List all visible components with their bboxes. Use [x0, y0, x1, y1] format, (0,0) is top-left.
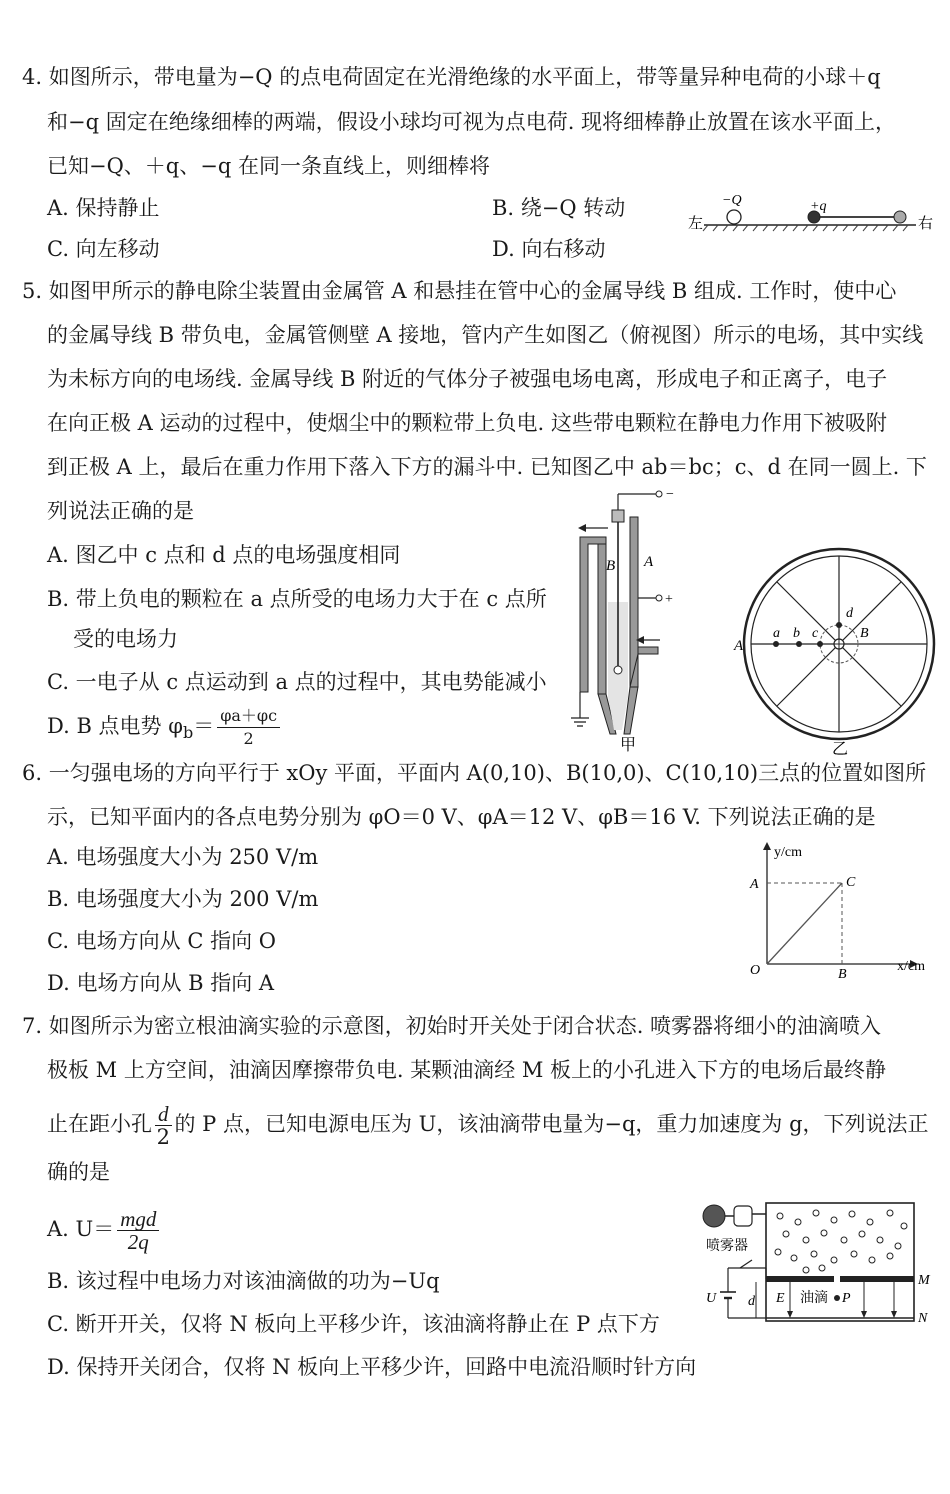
q7-figure: [694, 1198, 940, 1328]
q4-fig-right-label: 右: [918, 216, 934, 232]
q5-line-3: 为未标方向的电场线. 金属导线 B 附近的气体分子被强电场电离，形成电子和正离子，电子: [47, 367, 888, 391]
q7-fig-oil: 油滴: [800, 1291, 828, 1306]
q5-line-4: 在向正极 A 运动的过程中，使烟尘中的颗粒带上负电. 这些带电颗粒在静电力作用下被吸附: [47, 411, 887, 435]
q5-option-b-1: B. 带上负电的颗粒在 a 点所受的电场力大于在 c 点所: [47, 587, 547, 611]
q7-fig-d: d: [748, 1294, 755, 1309]
q6-option-c: C. 电场方向从 C 指向 O: [47, 929, 276, 953]
q5-option-d-numerator: φa＋φc: [217, 705, 280, 728]
q7-fig-M: M: [918, 1273, 930, 1288]
q4-option-a: A. 保持静止: [47, 196, 160, 220]
q6-line-1: 6. 一匀强电场的方向平行于 xOy 平面，平面内 A(0,10)、B(10,0)、C(10,10)三点的位置如图所: [22, 761, 927, 785]
q7-line-3-b: 的 P 点，已知电源电压为 U，该油滴带电量为−q，重力加速度为 g，下列说法正: [174, 1112, 929, 1136]
q5-jia-minus: −: [666, 487, 674, 502]
q7-line-3-a: 止在距小孔: [47, 1112, 152, 1136]
q5-option-d-denominator: 2: [243, 729, 254, 748]
q5-figure-jia: [568, 482, 698, 752]
q5-yi-label-d: d: [846, 606, 853, 621]
q5-line-5: 到正极 A 上，最后在重力作用下落入下方的漏斗中. 已知图乙中 ab＝bc；c、d 在同一圆上. 下: [47, 455, 927, 479]
q4-ball-minus: [894, 211, 906, 223]
q5-yi-label-c: c: [812, 626, 819, 641]
q6-fig-x-label: x/cm: [897, 959, 925, 974]
q5-yi-label-A: A: [734, 638, 744, 654]
q5-option-d-eq: ＝: [193, 714, 215, 738]
q5-jia-label-B: B: [606, 558, 616, 574]
q4-line-1: 4. 如图所示，带电量为−Q 的点电荷固定在光滑绝缘的水平面上，带等量异种电荷的小球＋q: [22, 65, 881, 89]
q6-line-2: 示，已知平面内的各点电势分别为 φO＝0 V、φA＝12 V、φB＝16 V. 下列说法正确的是: [47, 805, 876, 829]
q5-yi-label-a: a: [773, 626, 780, 641]
q7-option-a: [47, 1204, 162, 1254]
q4-figure: [686, 190, 936, 240]
q7-line-1: 7. 如图所示为密立根油滴实验的示意图，初始时开关处于闭合状态. 喷雾器将细小的油滴喷入: [22, 1014, 882, 1038]
q4-fig-charge-Q: −Q: [722, 193, 742, 208]
q4-option-c: C. 向左移动: [47, 237, 160, 261]
q7-line-3-numerator: d: [155, 1103, 172, 1126]
q7-fig-sprayer: 喷雾器: [706, 1239, 748, 1254]
q7-option-d: D. 保持开关闭合，仅将 N 板向上平移少许，回路中电流沿顺时针方向: [47, 1355, 697, 1379]
q7-line-3-denominator: 2: [156, 1125, 170, 1149]
q4-fig-charge-q: +q: [810, 199, 827, 214]
q6-option-a: A. 电场强度大小为 250 V/m: [47, 845, 319, 869]
q5-line-1: 5. 如图甲所示的静电除尘装置由金属管 A 和悬挂在管中心的金属导线 B 组成. 工作时，使中心: [22, 279, 897, 303]
q7-line-4: 确的是: [47, 1160, 110, 1184]
q7-line-3: [47, 1099, 929, 1149]
q7-option-a-denominator: 2q: [127, 1230, 149, 1254]
q7-fig-P: P: [842, 1291, 851, 1306]
q7-option-a-prefix: A. U＝: [47, 1217, 115, 1241]
q5-yi-label-b: b: [793, 626, 800, 641]
q7-fig-N: N: [918, 1311, 928, 1326]
q7-option-a-fraction: [117, 1208, 159, 1253]
q5-jia-plus: +: [665, 592, 673, 607]
q5-line-6: 列说法正确的是: [47, 499, 194, 523]
q6-fig-A: A: [750, 877, 759, 892]
q4-option-b: B. 绕−Q 转动: [492, 196, 626, 220]
q6-option-d: D. 电场方向从 B 指向 A: [47, 971, 275, 995]
q6-figure: [742, 836, 937, 986]
q7-line-3-fraction: [155, 1103, 172, 1148]
q5-option-b-2: 受的电场力: [73, 627, 178, 651]
q5-option-d-fraction: [217, 705, 280, 750]
q7-option-a-numerator: mgd: [117, 1208, 159, 1231]
q7-line-2: 极板 M 上方空间，油滴因摩擦带负电. 某颗油滴经 M 板上的小孔进入下方的电场后最终静: [47, 1058, 887, 1082]
q4-option-d: D. 向右移动: [492, 237, 606, 261]
q5-option-a: A. 图乙中 c 点和 d 点的电场强度相同: [47, 543, 401, 567]
q5-jia-caption: 甲: [620, 737, 637, 752]
q6-fig-B: B: [838, 967, 847, 982]
q5-option-d-prefix: D. B 点电势 φ: [47, 714, 183, 738]
q7-option-c: C. 断开开关，仅将 N 板向上平移少许，该油滴将静止在 P 点下方: [47, 1312, 660, 1336]
q5-line-2: 的金属导线 B 带负电，金属管侧壁 A 接地，管内产生如图乙（俯视图）所示的电场，其中实线: [47, 323, 924, 347]
q5-option-d-sub: b: [182, 723, 194, 743]
q5-yi-caption: 乙: [832, 741, 849, 758]
q4-line-3: 已知−Q、＋q、−q 在同一条直线上，则细棒将: [47, 154, 490, 178]
q4-fixed-charge: [727, 210, 741, 224]
q7-fig-E: E: [776, 1291, 785, 1306]
q6-fig-O: O: [750, 963, 761, 978]
q5-figure-yi: [732, 540, 942, 758]
q4-fig-left-label: 左: [688, 216, 704, 232]
q4-line-2: 和−q 固定在绝缘细棒的两端，假设小球均可视为点电荷. 现将细棒静止放置在该水平面上，: [47, 110, 897, 134]
q6-fig-y-label: y/cm: [774, 845, 802, 860]
q6-fig-C: C: [846, 875, 856, 890]
q5-option-c: C. 一电子从 c 点运动到 a 点的过程中，其电势能减小: [47, 670, 547, 694]
q7-fig-U: U: [706, 1291, 717, 1306]
q5-yi-label-B: B: [860, 626, 869, 641]
q5-option-d: [47, 704, 283, 755]
q6-option-b: B. 电场强度大小为 200 V/m: [47, 887, 319, 911]
q7-oil-drop: [834, 1295, 840, 1301]
q7-option-b: B. 该过程中电场力对该油滴做的功为−Uq: [47, 1269, 440, 1293]
q5-jia-label-A: A: [644, 554, 654, 570]
